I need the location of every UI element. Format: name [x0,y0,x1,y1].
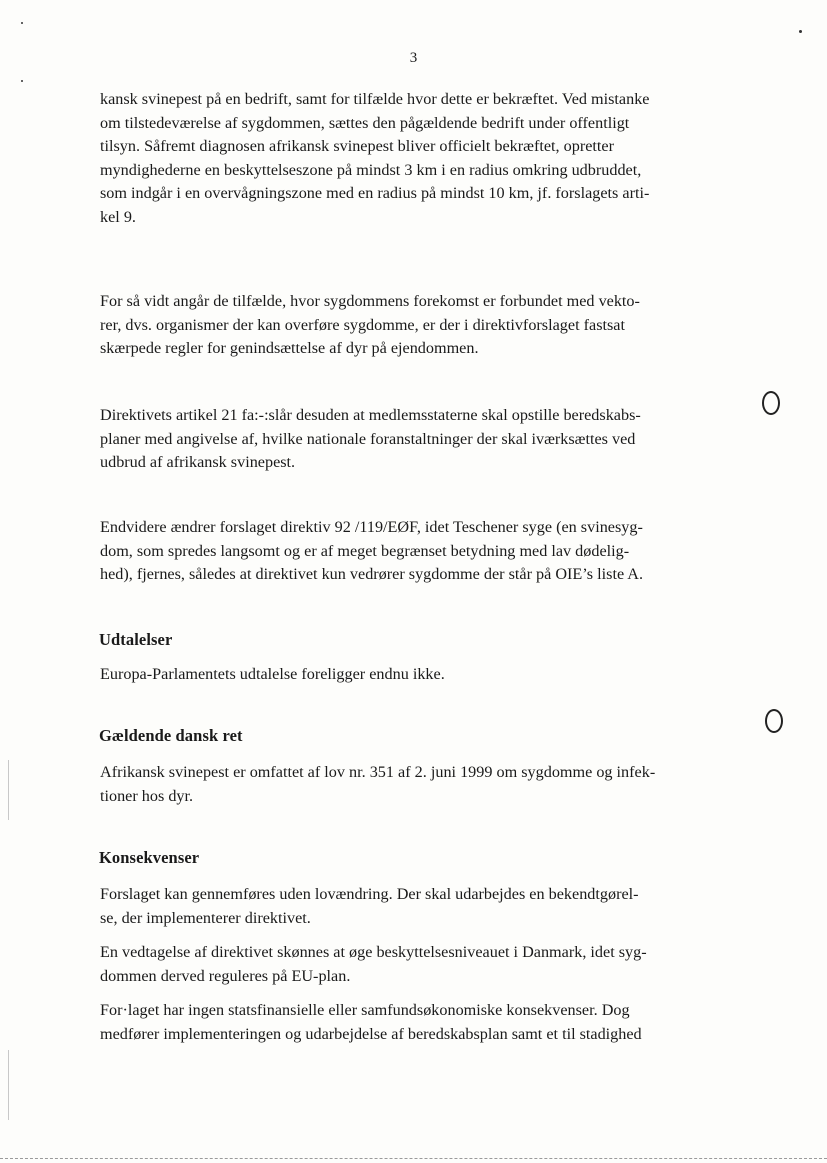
text-line: Endvidere ændrer forslaget direktiv 92 /119/EØF, idet Teschener syge (en svinesyg- [100,518,643,536]
text-line: kel 9. [100,207,136,226]
text-line: som indgår i en overvågningszone med en radius på mindst 10 km, jf. forslagets arti- [100,184,650,203]
speck [799,30,802,33]
text-line: tilsyn. Såfremt diagnosen afrikansk svinepest bliver officielt bekræftet, opretter [100,137,614,156]
paragraph-5 [100,663,730,687]
text-line: tioner hos dyr. [100,786,194,805]
speck [21,22,23,24]
text-line: Afrikansk svinepest er omfattet af lov nr. 351 af 2. juni 1999 om sygdomme og infek- [100,763,656,781]
heading-gaeldende-dansk-ret: Gældende dansk ret [99,726,243,745]
punch-hole-icon [762,391,780,415]
paragraph-4 [100,516,730,587]
paragraph-3 [100,404,730,475]
text-line: kansk svinepest på en bedrift, samt for tilfælde hvor dette er bekræftet. Ved mistanke [100,90,650,108]
text-line: dommen derved reguleres på EU-plan. [100,966,351,985]
paragraph-1 [100,88,730,230]
page-number: 3 [409,50,418,66]
text-line: Direktivets artikel 21 fa:-:slår desuden at medlemsstaterne skal opstille beredskabs- [100,406,641,424]
punch-hole-icon [765,709,783,733]
text-line: se, der implementerer direktivet. [100,908,311,927]
text-line: For·laget har ingen statsfinansielle eller samfundsøkonomiske konsekvenser. Dog [100,1001,630,1019]
paragraph-6 [100,761,730,808]
heading-konsekvenser: Konsekvenser [99,848,200,867]
text-line: planer med angivelse af, hvilke nationale foranstaltninger der skal iværksættes ved [100,429,636,448]
text-line: myndighederne en beskyttelseszone på mindst 3 km i en radius omkring udbruddet, [100,160,642,179]
text-line: rer, dvs. organismer der kan overføre sygdomme, er der i direktivforslaget fastsat [100,315,625,334]
text-line: hed), fjernes, således at direktivet kun vedrører sygdomme der står på OIE’s liste A. [100,565,644,584]
page-bottom-edge [0,1158,827,1159]
text-line: Forslaget kan gennemføres uden lovændring. Der skal udarbejdes en bekendtgørel- [100,885,639,903]
heading-udtalelser: Udtalelser [99,630,173,649]
text-line: Europa-Parlamentets udtalelse foreligger endnu ikke. [100,665,445,683]
text-line: En vedtagelse af direktivet skønnes at øge beskyttelsesniveauet i Danmark, idet syg- [100,943,647,961]
paragraph-8 [100,941,730,988]
paragraph-9 [100,999,730,1046]
text-line: For så vidt angår de tilfælde, hvor sygdommens forekomst er forbundet med vekto- [100,292,640,310]
margin-mark [8,760,9,820]
text-line: om tilstedeværelse af sygdommen, sættes den pågældende bedrift under offentligt [100,113,630,132]
paragraph-7 [100,883,730,930]
margin-mark [8,1050,9,1120]
text-line: udbrud af afrikansk svinepest. [100,453,296,472]
text-line: medfører implementeringen og udarbejdelse af beredskabsplan samt et til stadighed [100,1024,642,1043]
speck [21,80,23,82]
text-line: skærpede regler for genindsættelse af dyr på ejendommen. [100,339,479,358]
paragraph-2 [100,290,730,361]
text-line: dom, som spredes langsomt og er af meget begrænset betydning med lav dødelig- [100,541,630,560]
